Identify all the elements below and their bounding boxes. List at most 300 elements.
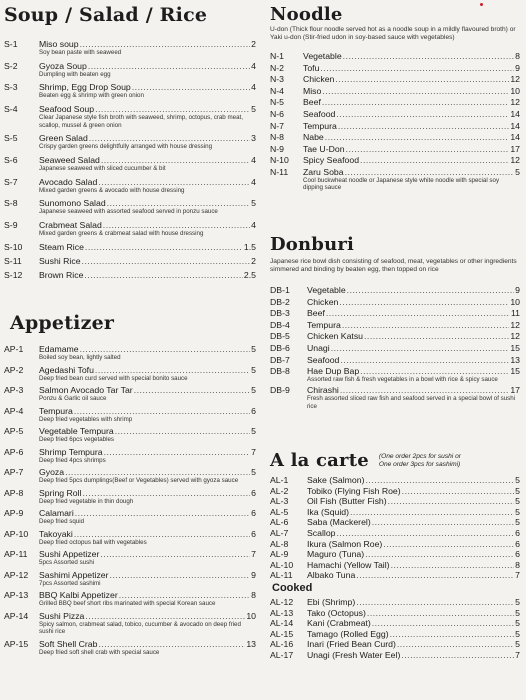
leader-dots — [325, 132, 510, 142]
leader-dots — [356, 597, 514, 607]
item-code: S-3 — [4, 82, 18, 93]
menu-item-row — [4, 104, 256, 114]
leader-dots — [335, 74, 509, 84]
item-name: Miso soup — [39, 39, 79, 49]
item-code: N-1 — [270, 51, 284, 61]
item-name: Tempura — [39, 405, 73, 416]
item-name: Spring Roll — [39, 487, 82, 498]
item-code: DB-5 — [270, 331, 290, 342]
item-code: AL-10 — [270, 559, 294, 570]
noodle-description: U-don (Thick flour noodle served hot as a noodle soup in a mildly flavoured broth) or Yaki u-don (Stir-fried udon in soy-based sauce with vegetables) — [270, 26, 516, 41]
menu-item-row — [4, 488, 256, 498]
menu-item-row — [4, 39, 256, 49]
item-price: 5 — [515, 475, 520, 485]
item-name: Tempura — [307, 319, 341, 330]
menu-item-row — [4, 82, 256, 92]
menu-item-row — [270, 366, 520, 376]
item-name: BBQ Kalbi Appetizer — [39, 590, 118, 600]
item-name: Miso — [303, 85, 322, 96]
item-description: Soy bean paste with seaweed — [39, 49, 122, 56]
item-code: AP-2 — [4, 364, 24, 375]
item-price: 5 — [515, 618, 520, 629]
menu-item — [270, 618, 520, 628]
menu-item-row — [4, 639, 256, 649]
menu-item-row — [4, 220, 256, 230]
leader-dots — [80, 344, 251, 354]
cooked-heading: Cooked — [272, 582, 313, 594]
item-name: Zaru Soba — [303, 166, 344, 177]
item-name: Nabe — [303, 132, 324, 143]
item-name: Seafood Soup — [39, 104, 95, 115]
menu-item-row — [4, 242, 256, 252]
menu-item — [4, 447, 256, 465]
item-name: Chicken — [307, 296, 339, 307]
item-price: 2 — [251, 39, 256, 49]
menu-item — [270, 144, 520, 154]
menu-item-row — [270, 86, 520, 96]
leader-dots — [103, 220, 250, 230]
item-price: 6 — [251, 528, 256, 539]
item-code: AP-6 — [4, 446, 24, 457]
item-code: N-11 — [270, 166, 289, 177]
menu-item-row — [4, 508, 256, 518]
item-description: Clear Japanese style fish broth with seaweed, shrimp, octopus, crab meat, scallop, mussel & green onion — [39, 114, 243, 129]
item-name: Sushi Rice — [39, 255, 81, 266]
item-code: N-10 — [270, 155, 289, 166]
menu-item-row — [270, 618, 520, 628]
item-name: Beef — [303, 97, 321, 108]
item-name: Crabmeat Salad — [39, 220, 102, 230]
item-description: Deep fried 5pcs dumplings(Beef or Vegetables) served with gyoza sauce — [39, 477, 239, 484]
leader-dots — [110, 570, 251, 580]
item-price: 10 — [510, 296, 520, 307]
leader-dots — [339, 297, 509, 307]
item-code: AL-1 — [270, 475, 289, 485]
menu-item — [270, 51, 520, 61]
appetizer-heading: Appetizer — [10, 312, 115, 334]
item-code: AL-17 — [270, 649, 294, 660]
item-code: S-5 — [4, 133, 18, 144]
item-name: Chirashi — [307, 385, 339, 396]
item-code: AP-14 — [4, 610, 29, 621]
leader-dots — [372, 517, 514, 527]
item-description: Assorted raw fish & fresh vegetables in a bowl with rice & spicy sauce — [307, 376, 498, 384]
leader-dots — [85, 242, 243, 252]
menu-item-row — [270, 285, 520, 295]
leader-dots — [360, 155, 509, 165]
menu-item-row — [270, 517, 520, 527]
item-price: 2 — [251, 255, 256, 266]
leader-dots — [95, 104, 250, 114]
item-price: 8 — [515, 559, 520, 570]
menu-item-row — [4, 590, 256, 600]
leader-dots — [322, 86, 509, 96]
item-price: 12 — [510, 74, 520, 85]
item-name: Tempura — [303, 120, 337, 131]
item-price: 5 — [251, 426, 256, 436]
item-price: 5 — [515, 639, 520, 650]
menu-item — [4, 508, 256, 526]
item-code: AP-11 — [4, 549, 28, 559]
item-description: Fresh assorted sliced raw fish and seafood served in a special bowl of sushi rice — [307, 395, 516, 410]
item-name: Scallop — [307, 527, 336, 538]
item-description: Grilled BBQ beef short ribs marinated with special Korean sauce — [39, 600, 216, 607]
item-code: AL-5 — [270, 506, 289, 517]
item-price: 11 — [510, 308, 520, 319]
menu-item-row — [4, 133, 256, 143]
item-price: 5 — [251, 364, 256, 375]
menu-item — [270, 74, 520, 84]
item-price: 15 — [510, 366, 520, 377]
soup-salad-rice-list — [4, 39, 256, 284]
item-price: 6 — [251, 487, 256, 498]
item-code: AP-9 — [4, 508, 24, 518]
leader-dots — [345, 167, 515, 177]
menu-item — [270, 539, 520, 549]
item-code: S-8 — [4, 198, 18, 209]
menu-item-row — [270, 539, 520, 549]
item-name: Agedashi Tofu — [39, 364, 94, 375]
item-price: 7 — [251, 549, 256, 559]
item-name: Beef — [307, 308, 325, 319]
item-code: AL-8 — [270, 538, 289, 549]
menu-item-row — [270, 97, 520, 107]
item-code: AP-4 — [4, 405, 24, 416]
item-name: Sunomono Salad — [39, 198, 106, 209]
menu-item-row — [4, 549, 256, 559]
item-code: AP-12 — [4, 569, 29, 580]
leader-dots — [119, 590, 250, 600]
item-code: AP-15 — [4, 638, 29, 649]
item-code: N-2 — [270, 62, 284, 73]
menu-item — [270, 132, 520, 142]
item-price: 9 — [515, 62, 520, 73]
leader-dots — [338, 121, 510, 131]
item-code: AL-7 — [270, 527, 289, 538]
alacarte-note-line1: (One order 2pcs for sushi or — [378, 453, 461, 460]
menu-item-row — [4, 467, 256, 477]
menu-item-row — [270, 155, 520, 165]
item-code: AL-16 — [270, 639, 294, 650]
item-price: 6 — [251, 405, 256, 416]
item-price: 14 — [510, 120, 520, 131]
item-name: Unagi — [307, 342, 330, 353]
menu-item-row — [4, 61, 256, 71]
menu-item-row — [270, 74, 520, 84]
menu-item-row — [270, 109, 520, 119]
item-price: 8 — [251, 590, 256, 600]
menu-item — [270, 570, 520, 580]
item-price: 7 — [251, 446, 256, 457]
menu-item-row — [4, 256, 256, 266]
leader-dots — [80, 39, 251, 49]
item-code: DB-4 — [270, 319, 290, 330]
menu-item-row — [4, 198, 256, 208]
item-name: Ebi (Shrimp) — [307, 597, 356, 607]
item-name: Tae U-Don — [303, 143, 345, 154]
alacarte-heading: A la carte — [270, 450, 369, 471]
menu-item-row — [270, 507, 520, 517]
item-name: Tofu — [303, 62, 320, 73]
leader-dots — [75, 508, 250, 518]
menu-item — [4, 488, 256, 506]
leader-dots — [331, 343, 510, 353]
item-price: 5 — [515, 597, 520, 607]
item-price: 2.5 — [243, 270, 256, 281]
menu-item — [4, 611, 256, 636]
leader-dots — [115, 426, 250, 436]
menu-item — [270, 155, 520, 165]
menu-item — [270, 560, 520, 570]
item-name: Hamachi (Yellow Tail) — [307, 559, 390, 570]
item-name: Edamame — [39, 344, 79, 354]
item-name: Chicken — [303, 74, 335, 85]
menu-item — [270, 507, 520, 517]
item-price: 4 — [251, 220, 256, 230]
menu-item — [270, 97, 520, 107]
item-description: Spicy salmon, crabmeat salad, tobico, cucumber & avocado on deep fried sushi rice — [39, 620, 241, 635]
leader-dots — [388, 496, 515, 506]
item-code: AL-15 — [270, 628, 294, 639]
item-name: Ikura (Salmon Roe) — [307, 538, 383, 549]
item-price: 13 — [510, 354, 520, 365]
item-code: AL-2 — [270, 485, 289, 496]
item-price: 12 — [510, 319, 520, 330]
menu-item — [270, 517, 520, 527]
item-description: Beaten egg & shrimp with green onion — [39, 92, 144, 100]
menu-item-row — [270, 132, 520, 142]
item-name: Gyoza Soup — [39, 60, 87, 71]
menu-item-row — [270, 355, 520, 365]
item-price: 5 — [251, 385, 256, 395]
item-price: 6 — [251, 508, 256, 518]
item-name: Hae Dup Bap — [307, 366, 360, 377]
item-price: 9 — [515, 285, 520, 295]
item-name: Tobiko (Flying Fish Roe) — [307, 485, 401, 496]
menu-item — [4, 590, 256, 608]
menu-item — [270, 167, 520, 192]
leader-dots — [367, 608, 514, 618]
leader-dots — [364, 331, 509, 341]
item-price: 5 — [515, 517, 520, 528]
menu-item — [270, 608, 520, 618]
item-price: 5 — [515, 607, 520, 618]
leader-dots — [98, 639, 245, 649]
menu-item — [270, 297, 520, 307]
item-name: Unagi (Fresh Water Eel) — [307, 649, 401, 660]
menu-item — [4, 270, 256, 280]
item-code: DB-6 — [270, 342, 290, 353]
menu-item-row — [4, 406, 256, 416]
menu-item-row — [4, 365, 256, 375]
menu-item-row — [4, 385, 256, 395]
menu-item-row — [270, 639, 520, 649]
menu-item-row — [270, 51, 520, 61]
item-code: DB-8 — [270, 366, 290, 377]
item-price: 1.5 — [243, 241, 256, 252]
donburi-description: Japanese rice bowl dish consisting of seafood, meat, vegetables or other ingredients simmered and binding by beaten egg, then topped on rice — [270, 258, 517, 273]
leader-dots — [340, 385, 509, 395]
menu-item — [4, 242, 256, 252]
menu-item-row — [270, 475, 520, 485]
item-name: Shrimp, Egg Drop Soup — [39, 82, 131, 93]
menu-item — [4, 104, 256, 129]
leader-dots — [337, 528, 515, 538]
menu-item — [4, 426, 256, 444]
menu-item — [270, 320, 520, 330]
leader-dots — [84, 270, 243, 280]
menu-item — [4, 406, 256, 424]
leader-dots — [347, 285, 515, 295]
leader-dots — [82, 256, 251, 266]
menu-item — [4, 365, 256, 383]
item-code: S-9 — [4, 220, 18, 230]
item-description: Deep fried bean curd served with special bonito sauce — [39, 374, 188, 382]
item-name: Green Salad — [39, 133, 88, 144]
leader-dots — [391, 560, 515, 570]
menu-item — [270, 528, 520, 538]
item-code: AP-1 — [4, 344, 24, 354]
item-code: AP-8 — [4, 487, 24, 498]
item-code: DB-9 — [270, 385, 290, 396]
menu-item-row — [4, 611, 256, 621]
item-price: 6 — [515, 527, 520, 538]
item-price: 15 — [510, 342, 520, 353]
item-name: Saba (Mackerel) — [307, 517, 371, 528]
item-code: AP-7 — [4, 467, 24, 477]
menu-item-row — [270, 608, 520, 618]
menu-item — [4, 82, 256, 100]
menu-item-row — [270, 629, 520, 639]
menu-item — [270, 629, 520, 639]
leader-dots — [95, 365, 250, 375]
item-code: S-10 — [4, 241, 23, 252]
menu-item-row — [270, 63, 520, 73]
menu-item-row — [4, 426, 256, 436]
item-name: Seafood — [303, 108, 336, 119]
menu-item — [270, 549, 520, 559]
menu-item-row — [270, 320, 520, 330]
item-name: Sake (Salmon) — [307, 475, 365, 485]
item-description: Deep fried octopus ball with vegetables — [39, 538, 147, 546]
item-name: Albako Tuna — [307, 570, 356, 581]
item-price: 5 — [515, 628, 520, 639]
item-price: 17 — [510, 143, 520, 154]
menu-item — [270, 331, 520, 341]
item-name: Takoyaki — [39, 528, 73, 539]
menu-item-row — [4, 447, 256, 457]
menu-item — [4, 344, 256, 362]
leader-dots — [74, 529, 250, 539]
item-code: AL-12 — [270, 597, 294, 607]
item-name: Seafood — [307, 354, 340, 365]
item-name: Ika (Squid) — [307, 506, 350, 517]
menu-item — [4, 385, 256, 403]
item-code: N-7 — [270, 120, 284, 131]
leader-dots — [401, 650, 514, 660]
red-dot-mark — [480, 3, 483, 6]
item-price: 4 — [251, 154, 256, 165]
menu-item-row — [4, 177, 256, 187]
menu-item-row — [270, 597, 520, 607]
menu-item — [4, 220, 256, 238]
leader-dots — [104, 447, 251, 457]
soup-salad-rice-heading: Soup / Salad / Rice — [4, 4, 208, 26]
item-code: N-6 — [270, 108, 284, 119]
item-code: S-12 — [4, 270, 23, 281]
menu-item — [4, 467, 256, 485]
menu-item — [4, 39, 256, 57]
item-description: Ponzu & Garlic oil sauce — [39, 395, 107, 402]
menu-item — [270, 486, 520, 496]
leader-dots — [343, 51, 515, 61]
leader-dots — [83, 488, 251, 498]
appetizer-list — [4, 344, 256, 659]
menu-item — [4, 155, 256, 173]
alacarte-note-line2: One order 3pcs for sashimi) — [378, 461, 461, 468]
item-price: 10 — [246, 610, 256, 621]
leader-dots — [383, 539, 514, 549]
item-name: Avocado Salad — [39, 176, 98, 187]
item-code: AP-10 — [4, 528, 29, 539]
item-price: 3 — [251, 133, 256, 144]
leader-dots — [100, 549, 250, 559]
item-description: Deep fried 4pcs shrimps — [39, 456, 106, 464]
item-price: 7 — [515, 570, 520, 581]
menu-item-row — [4, 270, 256, 280]
leader-dots — [132, 82, 250, 92]
menu-item — [270, 285, 520, 295]
item-name: Inari (Fried Bean Curd) — [307, 639, 396, 650]
menu-item — [270, 597, 520, 607]
item-price: 5 — [515, 496, 520, 507]
item-code: N-4 — [270, 85, 284, 96]
leader-dots — [89, 133, 250, 143]
item-code: S-7 — [4, 176, 18, 187]
menu-item-row — [270, 385, 520, 395]
item-name: Gyoza — [39, 467, 65, 477]
item-description: Deep fried soft shell crab with special sauce — [39, 648, 160, 656]
item-name: Kani (Crabmeat) — [307, 618, 371, 629]
item-code: S-6 — [4, 154, 18, 165]
noodle-heading: Noodle — [270, 4, 343, 25]
menu-item-row — [270, 528, 520, 538]
menu-item-row — [270, 570, 520, 580]
menu-item-row — [270, 343, 520, 353]
item-price: 14 — [510, 108, 520, 119]
leader-dots — [372, 618, 514, 628]
item-price: 12 — [510, 97, 520, 108]
menu-item — [270, 109, 520, 119]
item-name: Vegetable — [303, 51, 342, 61]
menu-item — [270, 343, 520, 353]
menu-item — [270, 366, 520, 384]
leader-dots — [356, 570, 514, 580]
menu-item — [270, 650, 520, 660]
item-description: Mixed garden greens & avocado with house dressing — [39, 186, 185, 194]
leader-dots — [360, 366, 509, 376]
leader-dots — [107, 198, 251, 208]
leader-dots — [346, 144, 510, 154]
item-price: 8 — [515, 51, 520, 61]
item-price: 6 — [515, 549, 520, 560]
item-price: 12 — [510, 155, 520, 166]
item-code: N-9 — [270, 143, 284, 154]
item-code: AL-14 — [270, 618, 294, 629]
menu-item-row — [270, 144, 520, 154]
donburi-list — [270, 285, 520, 412]
menu-item-row — [4, 155, 256, 165]
